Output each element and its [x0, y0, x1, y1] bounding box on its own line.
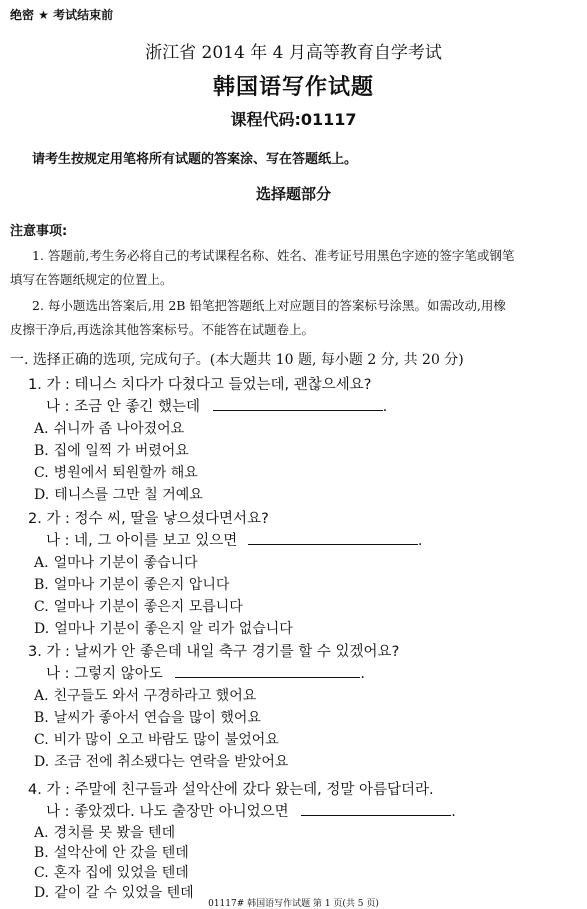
- q2-option-c: [34, 596, 243, 616]
- q1-option-d: [34, 484, 203, 504]
- q3-option-b-letter: B.: [34, 710, 49, 726]
- q3-b-text: 나 : 그렇지 않아도: [46, 666, 163, 682]
- q3-end: .: [360, 666, 365, 682]
- q4-end: .: [451, 804, 456, 820]
- q2-option-d: [34, 618, 293, 638]
- q4-a-line: 4. 가 : 주말에 친구들과 설악산에 갔다 왔는데, 정말 아름답더라.: [28, 782, 434, 798]
- q3-option-b: [34, 707, 261, 727]
- q3-option-c-text: 비가 많이 오고 바람도 많이 불었어요: [53, 732, 279, 748]
- page-footer: 01117# 韩国语写作试题 第 1 页(共 5 页): [208, 899, 379, 909]
- q2-end: .: [417, 533, 423, 549]
- q1-b-text: 나 : 조금 안 좋긴 했는데: [46, 399, 200, 415]
- q2-option-a-text: 얼마나 기분이 좋습니다: [53, 555, 198, 571]
- q3-option-d-letter: D.: [34, 754, 50, 770]
- q3-option-a: [34, 685, 256, 705]
- q2-option-b-letter: B.: [34, 577, 49, 593]
- q4-b-line: [46, 800, 456, 821]
- notes-title: 注意事项:: [10, 224, 68, 239]
- q4-option-d-text: 같이 갈 수 있었을 텐데: [54, 885, 194, 901]
- q2-option-a-letter: A.: [34, 555, 49, 571]
- q1-option-a-letter: A.: [34, 421, 49, 437]
- q4-option-a: [34, 822, 175, 842]
- q1-b-line: [46, 395, 387, 416]
- q1-option-a: [34, 418, 184, 438]
- q3-option-c: [34, 729, 279, 749]
- q4-option-c-text: 혼자 집에 있었을 텐데: [53, 865, 189, 881]
- q1-option-b: [34, 440, 189, 460]
- secret-mark: 绝密 ★ 考试结束前: [10, 8, 114, 22]
- q4-option-b: [34, 842, 189, 862]
- part-one-heading: 一. 选择正确的选项, 完成句子。(本大题共 10 题, 每小题 2 分, 共 20 分): [10, 352, 464, 368]
- q3-b-line: [46, 662, 365, 683]
- q2-a-line: 2. 가 : 정수 씨, 딸을 낳으셨다면서요?: [28, 511, 269, 527]
- note1-line1: 1. 答题前,考生务必将自己的考试课程名称、姓名、准考证号用黑色字迹的签字笔或钢笔: [32, 248, 515, 263]
- q2-option-d-letter: D.: [34, 621, 50, 637]
- q2-b-line: [46, 529, 422, 550]
- q4-option-a-text: 경치를 못 봤을 텐데: [53, 825, 176, 841]
- q4-option-b-text: 설악산에 안 갔을 텐데: [53, 845, 189, 861]
- q4-option-c: [34, 862, 189, 882]
- q1-answer-blank: [213, 396, 383, 411]
- section-title: 选择题部分: [255, 185, 331, 203]
- q2-option-b: [34, 574, 229, 594]
- q4-b-text: 나 : 좋았겠다. 나도 출장만 아니었으면: [46, 804, 289, 820]
- exam-line: 浙江省 2014 年 4 月高等教育自学考试: [145, 43, 442, 63]
- note2-line1: 2. 每小题选出答案后,用 2B 铅笔把答题纸上对应题目的答案标号涂黑。如需改动,用橡: [32, 298, 506, 313]
- q1-option-c: [34, 462, 198, 482]
- q1-option-b-letter: B.: [34, 443, 49, 459]
- q2-option-d-text: 얼마나 기분이 좋은지 알 리가 없습니다: [54, 621, 293, 637]
- q2-option-a: [34, 552, 198, 572]
- q2-option-b-text: 얼마나 기분이 좋은지 압니다: [53, 577, 230, 593]
- q1-option-c-text: 병원에서 퇴원할까 해요: [53, 465, 198, 481]
- q3-option-c-letter: C.: [34, 732, 49, 748]
- q1-option-d-text: 테니스를 그만 칠 거예요: [54, 487, 203, 503]
- q4-option-d-letter: D.: [34, 885, 50, 901]
- q3-option-d: [34, 751, 288, 771]
- q2-option-c-letter: C.: [34, 599, 49, 615]
- q4-option-c-letter: C.: [34, 865, 49, 881]
- q4-option-b-letter: B.: [34, 845, 49, 861]
- q1-option-d-letter: D.: [34, 487, 50, 503]
- note2-line2: 皮擦干净后,再选涂其他答案标号。不能答在试题卷上。: [10, 322, 314, 337]
- q3-option-b-text: 날씨가 좋아서 연습을 많이 했어요: [53, 710, 261, 726]
- q2-option-c-text: 얼마나 기분이 좋은지 모릅니다: [53, 599, 243, 615]
- q4-option-a-letter: A.: [34, 825, 49, 841]
- course-code: 课程代码:01117: [230, 110, 357, 129]
- instruction-text: 请考生按规定用笔将所有试题的答案涂、写在答题纸上。: [32, 152, 358, 167]
- q1-end: .: [382, 399, 388, 415]
- q1-a-line: 1. 가 : 테니스 치다가 다쳤다고 들었는데, 괜찮으세요?: [28, 377, 372, 393]
- q2-answer-blank: [248, 530, 418, 545]
- q3-a-line: 3. 가 : 날씨가 안 좋은데 내일 축구 경기를 할 수 있겠어요?: [28, 644, 400, 660]
- q3-option-a-text: 친구들도 와서 구경하라고 했어요: [53, 688, 257, 704]
- q2-b-text: 나 : 네, 그 아이를 보고 있으면: [46, 533, 238, 549]
- q3-option-d-text: 조금 전에 취소됐다는 연락을 받았어요: [54, 754, 289, 770]
- q3-answer-blank: [175, 663, 360, 678]
- q3-option-a-letter: A.: [34, 688, 49, 704]
- q1-option-c-letter: C.: [34, 465, 49, 481]
- note1-line2: 填写在答题纸规定的位置上。: [10, 272, 173, 287]
- page-title: 韩国语写作试题: [212, 75, 374, 100]
- q1-option-b-text: 집에 일찍 가 버렸어요: [53, 443, 189, 459]
- q1-option-a-text: 쉬니까 좀 나아졌어요: [53, 421, 185, 437]
- q4-answer-blank: [301, 801, 451, 816]
